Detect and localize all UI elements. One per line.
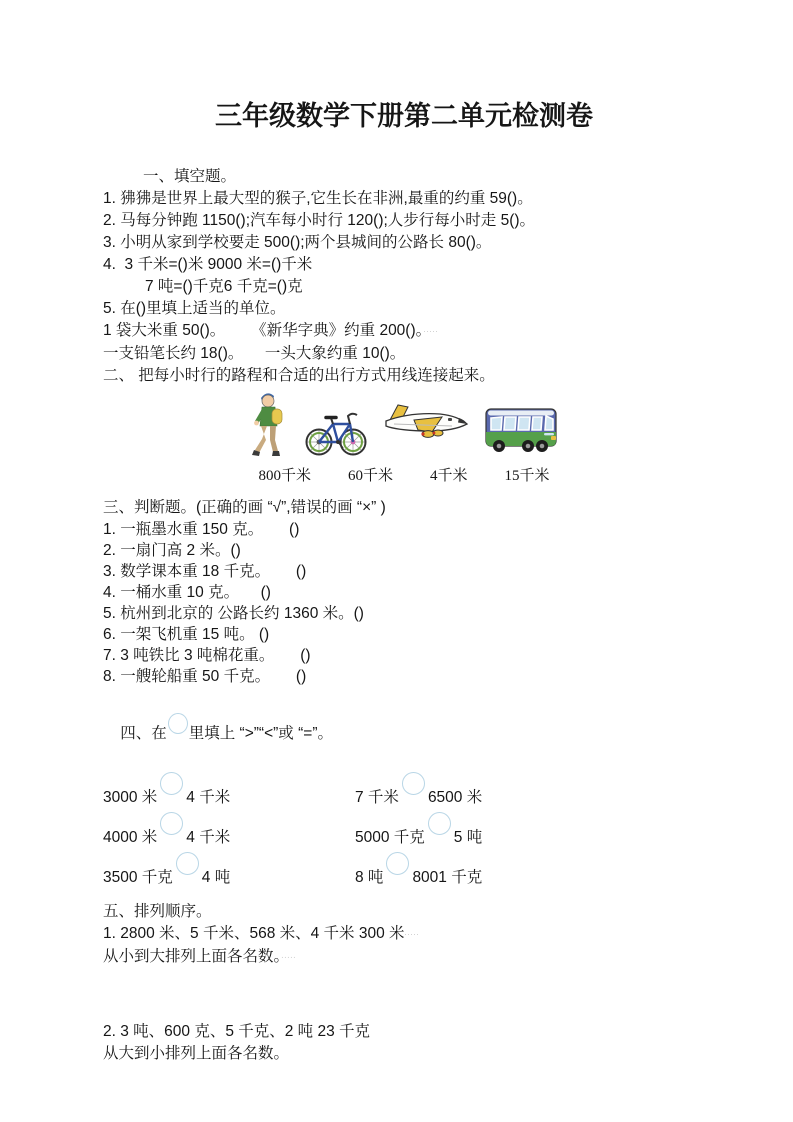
question-text: 1. 狒狒是世界上最大型的猴子,它生长在非洲,最重的约重 59()。 bbox=[103, 190, 533, 207]
question-text: 5. 在()里填上适当的单位。 bbox=[103, 300, 286, 317]
comparison-row bbox=[103, 859, 705, 885]
section4-heading bbox=[103, 695, 705, 767]
comparison-pair bbox=[355, 819, 482, 847]
question-text: 2. 3 吨、600 克、5 千克、2 吨 23 千克 bbox=[103, 1023, 371, 1040]
comparison-value: 3500 千克 bbox=[103, 869, 173, 886]
question-line bbox=[103, 343, 705, 365]
comparison-pair bbox=[103, 779, 355, 807]
comparison-value: 4 千米 bbox=[186, 829, 231, 846]
comparison-value: 5 吨 bbox=[453, 829, 483, 846]
judge-item: 5. 杭州到北京的 公路长约 1360 米。() bbox=[103, 605, 364, 622]
comparison-pair bbox=[103, 859, 355, 887]
question-text: 7 吨=()千克6 千克=()克 bbox=[145, 278, 303, 295]
answer-circle bbox=[176, 852, 199, 875]
question-line bbox=[103, 210, 705, 232]
question-line bbox=[103, 254, 705, 276]
question-text: 从大到小排列上面各名数。 bbox=[103, 1045, 290, 1062]
question-text: 2. 马每分钟跑 1150();汽车每小时行 120();人步行每小时走 5()。 bbox=[103, 212, 536, 229]
judge-item: 8. 一艘轮船重 50 千克。 () bbox=[103, 668, 307, 685]
question-text: 4. 3 千米=()米 9000 米=()千米 bbox=[103, 256, 313, 273]
answer-circle bbox=[160, 772, 183, 795]
comparison-value: 8001 千克 bbox=[412, 869, 483, 886]
section2-heading: 二、 把每小时行的路程和合适的出行方式用线连接起来。 bbox=[103, 367, 495, 384]
question-line bbox=[103, 276, 705, 298]
judge-item: 2. 一扇门高 2 米。() bbox=[103, 542, 241, 559]
judge-item: 3. 数学课本重 18 千克。 () bbox=[103, 563, 307, 580]
ordering-item bbox=[103, 923, 705, 946]
page-title: 三年级数学下册第二单元检测卷 bbox=[215, 101, 593, 131]
section1-heading: 一、填空题。 bbox=[143, 168, 237, 185]
answer-circle bbox=[428, 812, 451, 835]
question-line bbox=[103, 320, 705, 343]
tiny-watermark: ····· bbox=[404, 932, 420, 938]
question-line bbox=[103, 232, 705, 254]
tiny-watermark: ····· bbox=[423, 329, 439, 335]
question-text: 从小到大排列上面各名数。 bbox=[103, 948, 282, 965]
question-text: 1. 2800 米、5 千米、568 米、4 千米 300 米 bbox=[103, 925, 405, 942]
ordering-instruction bbox=[103, 946, 705, 969]
comparison-pair bbox=[355, 779, 482, 807]
judge-item: 1. 一瓶墨水重 150 克。 () bbox=[103, 521, 300, 538]
walking-person-image bbox=[250, 391, 290, 457]
distance-label: 15千米 bbox=[504, 468, 550, 484]
ordering-item bbox=[103, 1021, 705, 1043]
comparison-value: 4 千米 bbox=[186, 789, 231, 806]
tiny-watermark: ····· bbox=[281, 955, 297, 961]
comparison-row bbox=[103, 779, 705, 805]
answer-circle bbox=[160, 812, 183, 835]
answer-circle bbox=[168, 713, 188, 734]
distance-label: 60千米 bbox=[347, 468, 393, 484]
question-text: 一支铅笔长约 18()。 一头大象约重 10()。 bbox=[103, 345, 406, 362]
airplane-image bbox=[382, 401, 470, 447]
comparison-value: 6500 米 bbox=[427, 789, 483, 806]
bus-image bbox=[484, 403, 558, 457]
section4-heading-pre: 四、在 bbox=[120, 725, 167, 742]
answer-circle bbox=[402, 772, 425, 795]
judge-item: 6. 一架飞机重 15 吨。 () bbox=[103, 626, 270, 643]
comparison-value: 4000 米 bbox=[103, 829, 158, 846]
comparison-value: 3000 米 bbox=[103, 789, 158, 806]
question-line bbox=[103, 188, 705, 210]
question-text: 1 袋大米重 50()。 《新华字典》约重 200()。 bbox=[103, 322, 424, 339]
answer-circle bbox=[386, 852, 409, 875]
judge-item: 4. 一桶水重 10 克。 () bbox=[103, 584, 271, 601]
comparison-pair bbox=[355, 859, 482, 887]
question-text: 3. 小明从家到学校要走 500();两个县城间的公路长 80()。 bbox=[103, 234, 492, 251]
question-line bbox=[103, 298, 705, 320]
section5-heading: 五、排列顺序。 bbox=[103, 903, 212, 920]
bicycle-image bbox=[304, 405, 368, 457]
distance-label: 4千米 bbox=[430, 468, 468, 484]
comparison-value: 5000 千克 bbox=[355, 829, 425, 846]
comparison-value: 4 吨 bbox=[201, 869, 231, 886]
ordering-instruction bbox=[103, 1043, 705, 1065]
judge-item: 7. 3 吨铁比 3 吨棉花重。 () bbox=[103, 647, 311, 664]
vehicle-images-row bbox=[103, 389, 705, 457]
comparison-pair bbox=[103, 819, 355, 847]
section3-heading: 三、判断题。(正确的画 “√”,错误的画 “×” ) bbox=[103, 499, 386, 516]
distance-labels-row bbox=[103, 467, 705, 485]
comparison-value: 7 千米 bbox=[355, 789, 399, 806]
comparison-row bbox=[103, 819, 705, 845]
comparison-value: 8 吨 bbox=[355, 869, 384, 886]
section4-heading-post: 里填上 “>”“<”或 “=”。 bbox=[188, 725, 333, 742]
distance-label: 800千米 bbox=[258, 468, 311, 484]
